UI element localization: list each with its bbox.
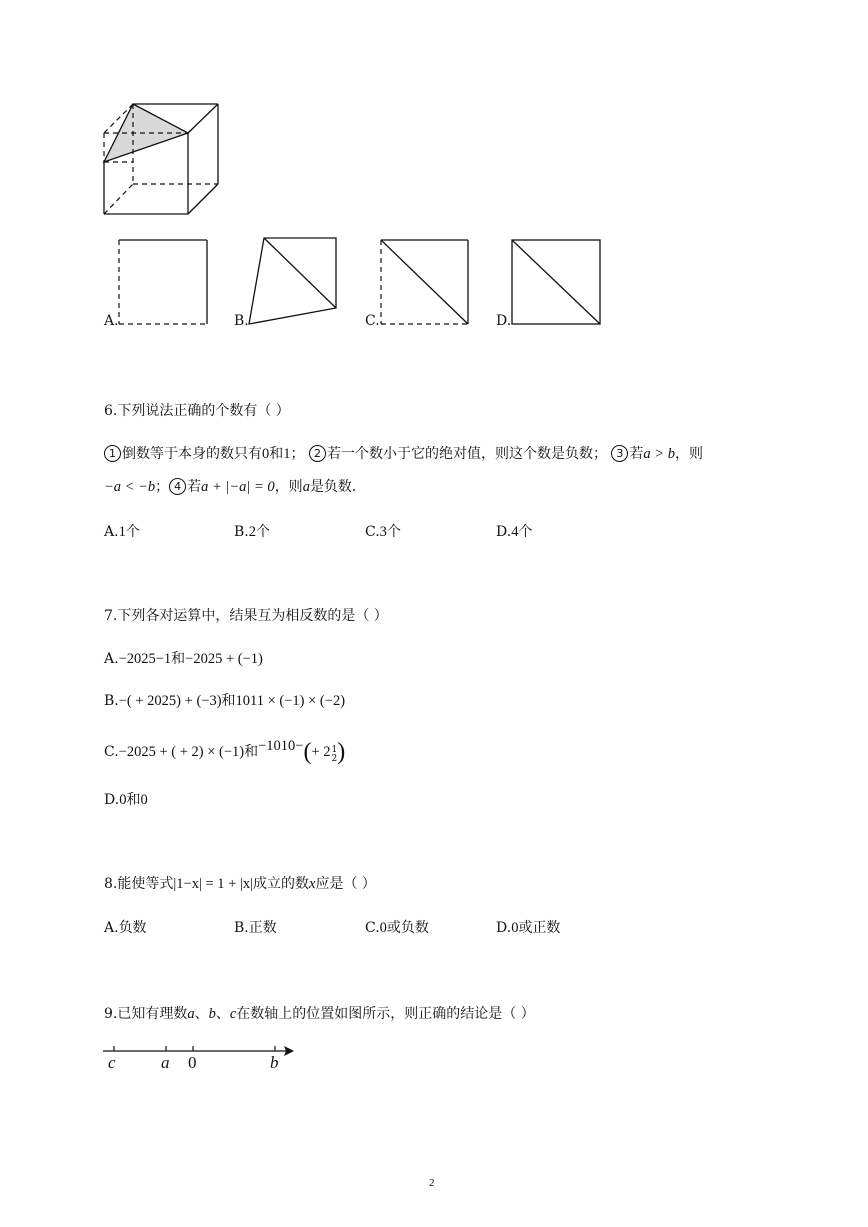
- axis-label-c: c: [108, 1053, 116, 1072]
- q7-stem: 7.下列各对运算中，结果互为相反数的是（ ）: [104, 608, 388, 624]
- q6-option-b: B.2个: [234, 524, 270, 540]
- page-number: 2: [429, 1177, 435, 1189]
- q6-option-c: C.3个: [365, 524, 401, 540]
- q9-stem: 9.已知有理数a、b、c在数轴上的位置如图所示，则正确的结论是（ ）: [104, 1006, 535, 1022]
- q8-option-a: A.负数: [104, 920, 147, 936]
- circled-2: 2: [309, 445, 326, 462]
- option-a-figure: [115, 236, 210, 326]
- q7-option-c: C.−2025 + ( + 2) × (−1)和−1010−(+ 2 1 2 ): [104, 738, 346, 765]
- cube-figure: [100, 100, 230, 220]
- circled-4: 4: [169, 478, 186, 495]
- q7-option-b: B.−( + 2025) + (−3)和1011 × (−1) × (−2): [104, 693, 346, 709]
- option-b-letter: B.: [234, 313, 249, 329]
- axis-label-zero: 0: [188, 1053, 197, 1072]
- option-c-figure: [377, 236, 472, 326]
- q6-option-d: D.4个: [496, 524, 533, 540]
- q7-option-d: D.0和0: [104, 792, 148, 808]
- q7-option-a: A.−2025−1和−2025 + (−1): [104, 651, 263, 667]
- q8-option-c: C.0或负数: [365, 920, 429, 936]
- circled-1: 1: [104, 445, 121, 462]
- q8-option-d: D.0或正数: [496, 920, 561, 936]
- option-c-letter: C.: [365, 313, 380, 329]
- q6-stem: 6.下列说法正确的个数有（ ）: [104, 403, 290, 419]
- option-d-letter: D.: [496, 313, 512, 329]
- circled-3: 3: [611, 445, 628, 462]
- q8-option-b: B.正数: [234, 920, 277, 936]
- q6-option-a: A.1个: [104, 524, 140, 540]
- option-a-letter: A.: [104, 313, 119, 329]
- q6-statements-line1: 1 倒数等于本身的数只有0和1； 2 若一个数小于它的绝对值，则这个数是负数； 3 若a > b，则: [104, 443, 703, 463]
- q6-statements-line2: −a < −b； 4 若a + |−a| = 0，则a是负数．: [104, 479, 366, 495]
- option-b-figure: [246, 234, 341, 324]
- option-d-figure: [508, 236, 603, 326]
- axis-label-b: b: [270, 1053, 279, 1072]
- q8-stem: 8.能使等式|1−x| = 1 + |x|成立的数x应是（ ）: [104, 876, 376, 892]
- axis-label-a: a: [161, 1053, 170, 1072]
